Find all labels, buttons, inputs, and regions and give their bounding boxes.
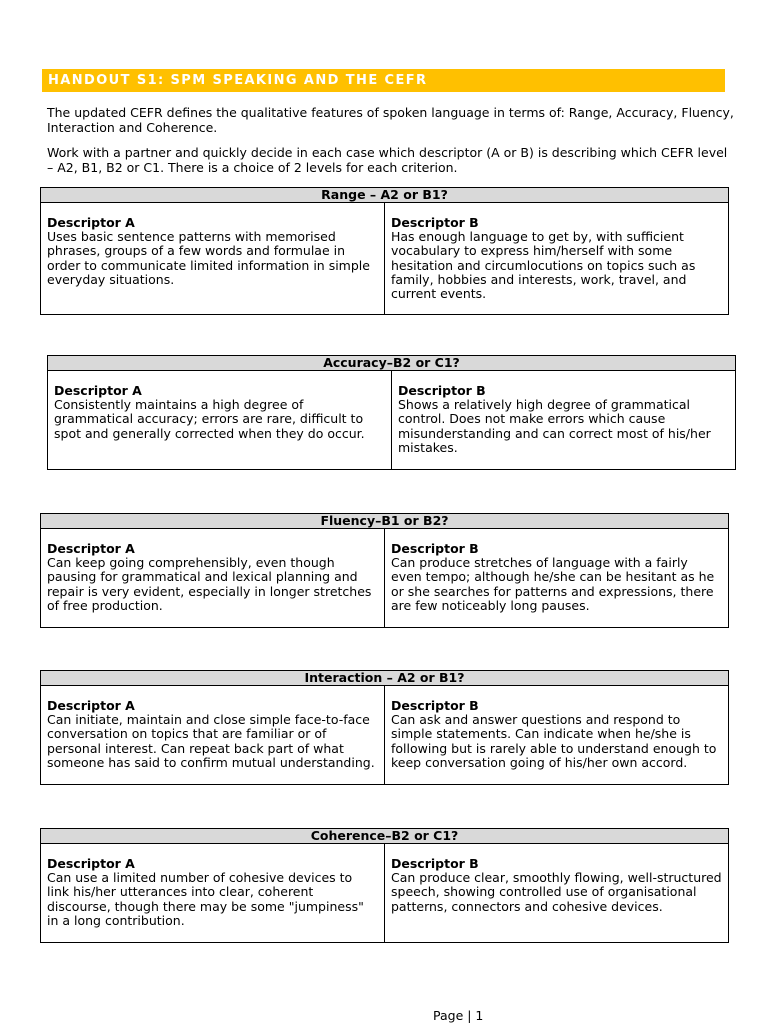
- handout-title-banner: [42, 69, 725, 92]
- descriptor-b-text: Can produce clear, smoothly flowing, well-structured speech, showing controlled use of organisational patterns, connectors and cohesive devices.: [391, 870, 722, 914]
- descriptor-a-text: Can initiate, maintain and close simple face-to-face conversation on topics that are familiar or of personal interest. Can repeat back part of what someone has said to confirm mutual understanding.: [47, 712, 375, 770]
- intro-paragraph-2: Work with a partner and quickly decide in each case which descriptor (A or B) is describing which CEFR level – A2, B1, B2 or C1. There is a choice of 2 levels for each criterion.: [47, 145, 728, 175]
- descriptor-a-text: Consistently maintains a high degree of grammatical accuracy; errors are rare, difficult to spot and generally corrected when they do occur.: [54, 397, 365, 441]
- interaction-descriptor-a-cell: [41, 686, 385, 785]
- interaction-table: [40, 670, 729, 785]
- range-descriptor-a-cell: [41, 203, 385, 315]
- descriptor-b-text: Can ask and answer questions and respond to simple statements. Can indicate when he/she is following but is rarely able to understand enough to keep conversation going of his/her own accord.: [391, 712, 717, 770]
- descriptor-b-label: Descriptor B: [391, 856, 479, 871]
- page-number: Page | 1: [433, 1008, 484, 1023]
- descriptor-a-label: Descriptor A: [54, 383, 142, 398]
- accuracy-descriptor-b-cell: [392, 371, 736, 470]
- descriptor-a-text: Uses basic sentence patterns with memorised phrases, groups of a few words and formulae in order to communicate limited information in simple everyday situations.: [47, 229, 370, 287]
- accuracy-descriptor-a-cell: [48, 371, 392, 470]
- fluency-table: [40, 513, 729, 628]
- accuracy-table-heading: Accuracy–B2 or C1?: [48, 356, 736, 371]
- handout-title: HANDOUT S1: SPM SPEAKING AND THE CEFR: [48, 73, 428, 88]
- descriptor-b-label: Descriptor B: [398, 383, 486, 398]
- descriptor-b-text: Shows a relatively high degree of grammatical control. Does not make errors which cause misunderstanding and can correct most of his/her mistakes.: [398, 397, 711, 455]
- descriptor-a-label: Descriptor A: [47, 698, 135, 713]
- coherence-table: [40, 828, 729, 943]
- descriptor-b-label: Descriptor B: [391, 541, 479, 556]
- descriptor-b-text: Can produce stretches of language with a fairly even tempo; although he/she can be hesitant as he or she searches for patterns and expressions, there are few noticeably long pauses.: [391, 555, 715, 613]
- fluency-descriptor-a-cell: [41, 529, 385, 628]
- descriptor-b-label: Descriptor B: [391, 215, 479, 230]
- descriptor-a-label: Descriptor A: [47, 856, 135, 871]
- descriptor-b-label: Descriptor B: [391, 698, 479, 713]
- coherence-descriptor-a-cell: [41, 844, 385, 943]
- coherence-descriptor-b-cell: [385, 844, 729, 943]
- descriptor-a-label: Descriptor A: [47, 541, 135, 556]
- descriptor-a-label: Descriptor A: [47, 215, 135, 230]
- coherence-table-heading: Coherence–B2 or C1?: [41, 829, 729, 844]
- descriptor-a-text: Can use a limited number of cohesive devices to link his/her utterances into clear, coherent discourse, though there may be some "jumpiness" in a long contribution.: [47, 870, 364, 928]
- fluency-table-heading: Fluency–B1 or B2?: [41, 514, 729, 529]
- range-table-heading: Range – A2 or B1?: [41, 188, 729, 203]
- fluency-descriptor-b-cell: [385, 529, 729, 628]
- descriptor-b-text: Has enough language to get by, with sufficient vocabulary to express him/herself with some hesitation and circumlocutions on topics such as family, hobbies and interests, work, travel, and current events.: [391, 229, 696, 302]
- range-table: [40, 187, 729, 315]
- descriptor-a-text: Can keep going comprehensibly, even though pausing for grammatical and lexical planning and repair is very evident, especially in longer stretches of free production.: [47, 555, 372, 613]
- accuracy-table: [47, 355, 736, 470]
- interaction-table-heading: Interaction – A2 or B1?: [41, 671, 729, 686]
- intro-paragraph-1: The updated CEFR defines the qualitative features of spoken language in terms of: Range, Accuracy, Fluency, Interaction and Coherence.: [47, 105, 734, 135]
- range-descriptor-b-cell: [385, 203, 729, 315]
- interaction-descriptor-b-cell: [385, 686, 729, 785]
